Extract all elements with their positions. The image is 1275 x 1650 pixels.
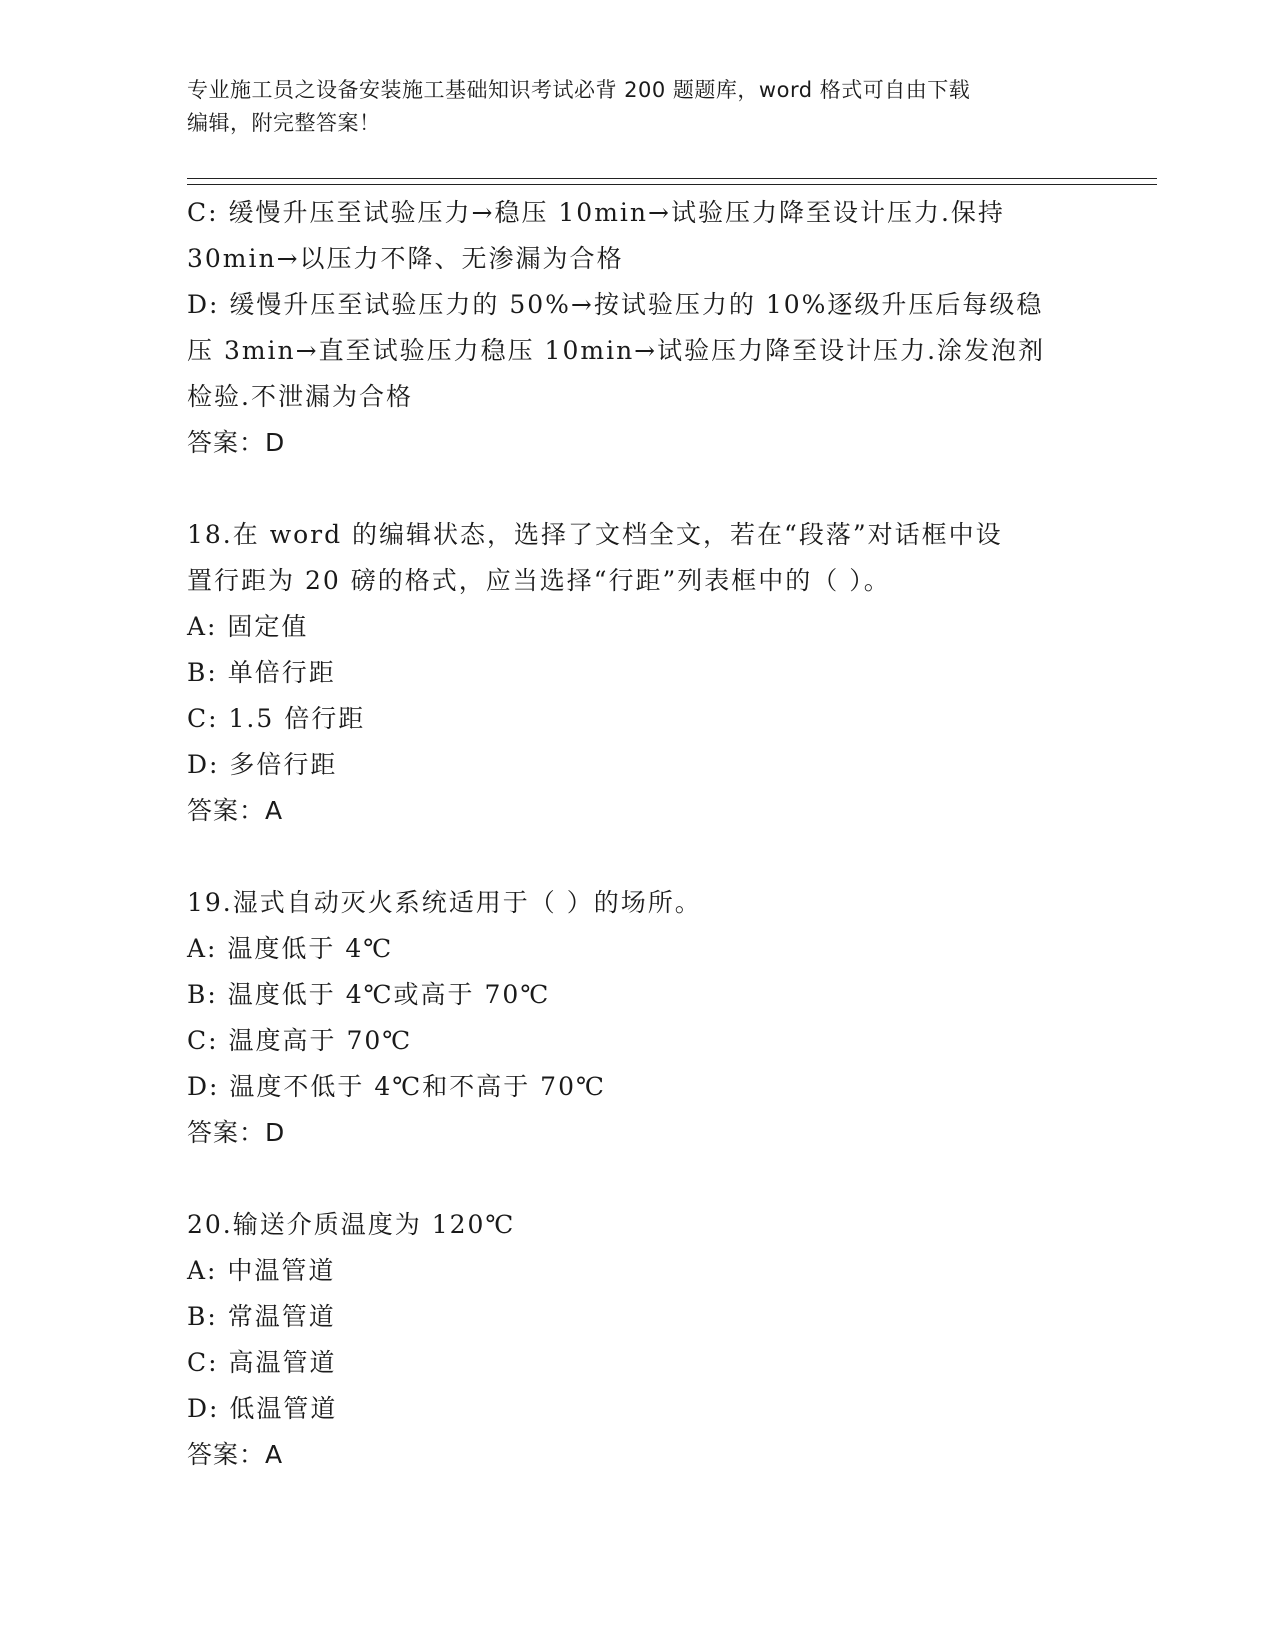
option-c-line-2: 30min→以压力不降、无渗漏为合格 <box>187 244 624 273</box>
option-d-line-2: 压 3min→直至试验压力稳压 10min→试验压力降至设计压力.涂发泡剂 <box>187 336 1046 365</box>
question-18-stem-line-1: 18.在 word 的编辑状态，选择了文档全文，若在“段落”对话框中设 <box>187 520 1003 549</box>
option-c-line-1: C: 缓慢升压至试验压力→稳压 10min→试验压力降至设计压力.保持 <box>187 198 1005 227</box>
question-19-stem: 19.湿式自动灭火系统适用于（ ）的场所。 <box>187 888 702 917</box>
question-18-stem-line-2: 置行距为 20 磅的格式，应当选择“行距”列表框中的（ ）。 <box>187 566 891 595</box>
spacer <box>187 1156 1087 1202</box>
answer-20: 答案：A <box>187 1440 284 1469</box>
question-18 <box>187 512 1087 834</box>
spacer <box>187 834 1087 880</box>
document-body <box>187 190 1087 1478</box>
header-title-line-2: 编辑，附完整答案！ <box>187 111 381 135</box>
question-18-option-d: D: 多倍行距 <box>187 750 338 779</box>
question-19-option-a: A: 温度低于 4℃ <box>187 934 394 963</box>
question-19-option-c: C: 温度高于 70℃ <box>187 1026 413 1055</box>
question-20-option-c: C: 高温管道 <box>187 1348 337 1377</box>
question-17-continued <box>187 190 1087 466</box>
header-divider-top <box>187 178 1157 179</box>
question-20-stem: 20.输送介质温度为 120℃ <box>187 1210 516 1239</box>
question-20 <box>187 1202 1087 1478</box>
option-d-line-3: 检验.不泄漏为合格 <box>187 382 413 411</box>
question-19-option-b: B: 温度低于 4℃或高于 70℃ <box>187 980 551 1009</box>
question-19 <box>187 880 1087 1156</box>
question-20-option-d: D: 低温管道 <box>187 1394 338 1423</box>
question-18-option-a: A: 固定值 <box>187 612 309 641</box>
question-18-option-c: C: 1.5 倍行距 <box>187 704 366 733</box>
question-20-option-a: A: 中温管道 <box>187 1256 336 1285</box>
question-20-option-b: B: 常温管道 <box>187 1302 336 1331</box>
question-19-option-d: D: 温度不低于 4℃和不高于 70℃ <box>187 1072 606 1101</box>
spacer <box>187 466 1087 512</box>
answer-17: 答案：D <box>187 428 286 457</box>
question-18-option-b: B: 单倍行距 <box>187 658 336 687</box>
option-d-line-1: D: 缓慢升压至试验压力的 50%→按试验压力的 10%逐级升压后每级稳 <box>187 290 1044 319</box>
document-header <box>187 74 1067 140</box>
header-title-line-1: 专业施工员之设备安装施工基础知识考试必背 200 题题库，word 格式可自由下载 <box>187 78 971 102</box>
answer-18: 答案：A <box>187 796 284 825</box>
header-divider-bottom <box>187 184 1157 185</box>
answer-19: 答案：D <box>187 1118 286 1147</box>
